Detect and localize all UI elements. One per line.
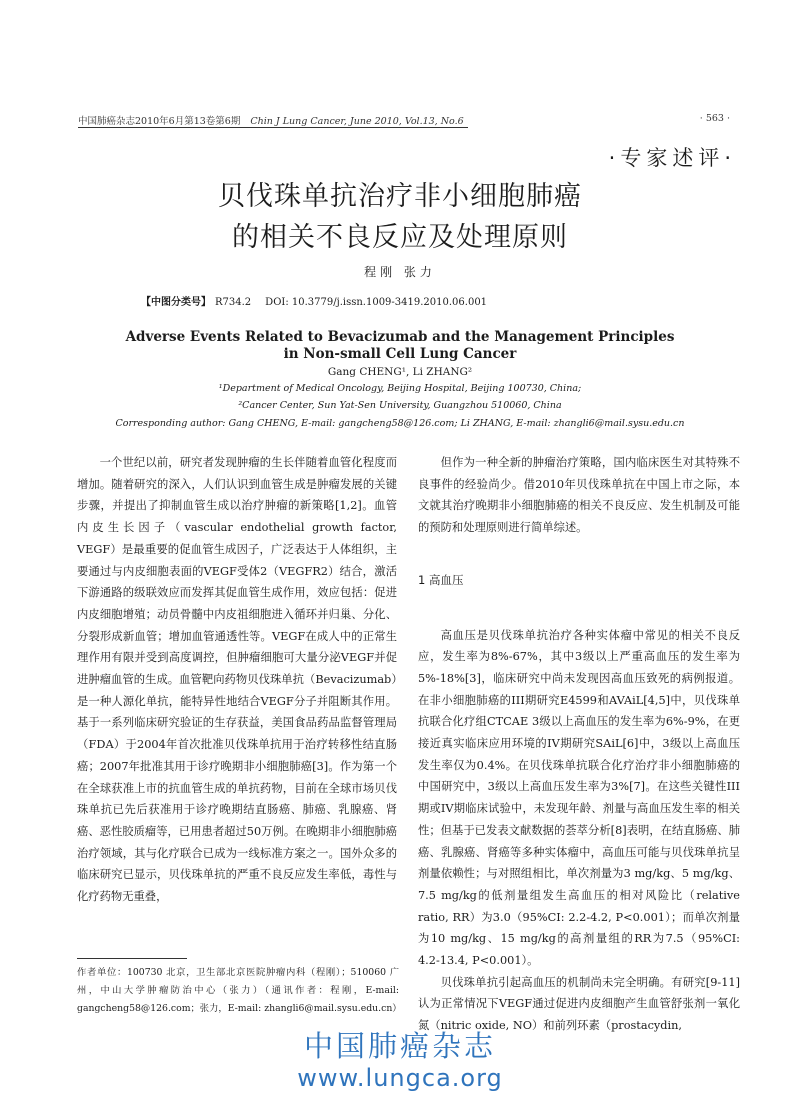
section-heading: 1 高血压 bbox=[418, 572, 464, 587]
body-paragraph: 一个世纪以前，研究者发现肿瘤的生长伴随着血管化程度而增加。随着研究的深入，人们认识到血管生成是肿瘤发展的关键步骤，并提出了抑制血管生成以治疗肿瘤的新策略[1,2]。血管内皮生长因子（vascular endothelial growth factor, VEGF）是最重要的促血管生成因子，广泛表达于人体组织，主要通过与内皮细胞表面的VEGF受体2（VEGFR2）结合，激活下游通路的级联效应而发挥其促血管生成作用，效应包括：促进内皮细胞增殖；动员骨髓中内皮祖细胞进入循环并归巢、分化、分裂形成新血管；增加血管通透性等。VEGF在成人中的正常生理作用有限并受到高度调控，但肿瘤细胞可大量分泌VEGF并促进肿瘤血管的生成。血管靶向药物贝伐珠单抗（Bevacizumab）是一种人源化单抗，能特异性地结合VEGF分子并阻断其作用。基于一系列临床研究验证的生存获益，美国食品药品监督管理局（FDA）于2004年首次批准贝伐珠单抗用于治疗转移性结直肠癌；2007年批准其用于诊疗晚期非小细胞肺癌[3]。作为第一个在全球获准上市的抗血管生成的单抗药物，目前在全球市场贝伐珠单抗已先后获准用于诊疗晚期结直肠癌、肺癌、乳腺癌、肾癌、恶性胶质瘤等，已用患者超过50万例。在晚期非小细胞肺癌治疗领域，其与化疗联合已成为一线标准方案之一。国外众多的临床研究已显示，贝伐珠单抗的严重不良反应发生率低，毒性与化疗药物无重叠， bbox=[77, 456, 397, 904]
corresponding-author: Corresponding author: Gang CHENG, E-mail: gangcheng58@126.com; Li ZHANG, E-mail: zhangli6@mail.sysu.edu.cn bbox=[115, 418, 685, 429]
body-column-right bbox=[418, 452, 740, 1037]
journal-name-en: Chin J Lung Cancer, June 2010, Vol.13, No.6 bbox=[250, 116, 464, 127]
footnote-rule bbox=[77, 958, 187, 959]
authors-en: Gang CHENG¹, Li ZHANG² bbox=[327, 366, 473, 378]
body-column-left bbox=[77, 452, 397, 908]
authors-cn: 程刚 张力 bbox=[364, 265, 436, 279]
title-cn-line-2: 的相关不良反应及处理原则 bbox=[232, 222, 568, 253]
title-en-line-2: in Non-small Cell Lung Cancer bbox=[283, 346, 517, 362]
title-cn-line-1: 贝伐珠单抗治疗非小细胞肺癌 bbox=[218, 181, 582, 212]
section-tag: ·专家述评· bbox=[608, 146, 736, 170]
watermark-journal-name: 中国肺癌杂志 bbox=[303, 1029, 496, 1063]
spacer bbox=[418, 604, 740, 625]
body-paragraph: 高血压是贝伐珠单抗治疗各种实体瘤中常见的相关不良反应，发生率为8%-67%，其中3级以上严重高血压的发生率为5%-18%[3]，临床研究中尚未发现因高血压致死的病例报道。在非小细胞肺癌的III期研究E4599和AVAiL[4,5]中，贝伐珠单抗联合化疗组CTCAE 3级以上高血压的发生率为6%-9%，在更接近真实临床应用环境的IV期研究SAiL[6]中，3级以上高血压发生率仅为0.4%。在贝伐珠单抗联合化疗治疗非小细胞肺癌的中国研究中，3级以上高血压发生率为3%[7]。在这些关键性III期或IV期临床试验中，未发现年龄、剂量与高血压发生率的相关性；但基于已发表文献数据的荟萃分析[8]表明，在结直肠癌、肺癌、乳腺癌、肾癌等多种实体瘤中，高血压可能与贝伐珠单抗呈剂量依赖性；与对照组相比，单次剂量为3 mg/kg、5 mg/kg、7.5 mg/kg的低剂量组发生高血压的相对风险比（relative ratio, RR）为3.0（95%CI: 2.2-4.2, P<0.001）；而单次剂量为10 mg/kg、15 mg/kg的高剂量组的RR为7.5（95%CI: 4.2-13.4, P<0.001）。 bbox=[418, 628, 740, 968]
classification-code: R734.2 bbox=[215, 297, 252, 308]
doi: DOI: 10.3779/j.issn.1009-3419.2010.06.001 bbox=[265, 297, 488, 308]
author-affiliation-footnote: 作者单位：100730 北京，卫生部北京医院肿瘤内科（程刚）；510060 广州，中山大学肿瘤防治中心（张力）（通讯作者：程刚，E-mail: gangcheng58@126.com；张力，E-mail: zhangli6@mail.sysu.edu.cn） bbox=[77, 967, 402, 1014]
body-paragraph: 贝伐珠单抗引起高血压的机制尚未完全明确。有研究[9-11]认为正常情况下VEGF通过促进内皮细胞产生血管舒张剂一氧化氮（nitric oxide, NO）和前列环素（prostacydin, bbox=[418, 975, 740, 1033]
affiliation-1: ¹Department of Medical Oncology, Beijing Hospital, Beijing 100730, China; bbox=[218, 383, 582, 394]
affiliation-2: ²Cancer Center, Sun Yat-Sen University, Guangzhou 510060, China bbox=[238, 400, 562, 411]
header-rule bbox=[78, 127, 468, 128]
journal-citation bbox=[78, 113, 464, 127]
journal-name-cn: 中国肺癌杂志2010年6月第13卷第6期 bbox=[78, 116, 241, 127]
page-number: · 563 · bbox=[699, 113, 730, 124]
watermark-url[interactable]: www.lungca.org bbox=[297, 1064, 503, 1092]
title-en-line-1: Adverse Events Related to Bevacizumab and the Management Principles bbox=[125, 329, 675, 345]
classification-line bbox=[141, 293, 487, 308]
body-paragraph: 但作为一种全新的肿瘤治疗策略，国内临床医生对其特殊不良事件的经验尚少。借2010年贝伐珠单抗在中国上市之际，本文就其治疗晚期非小细胞肺癌的相关不良反应、发生机制及可能的预防和处理原则进行简单综述。 bbox=[418, 456, 740, 535]
spacer bbox=[418, 539, 740, 560]
classification-label: 【中图分类号】 bbox=[141, 297, 211, 308]
